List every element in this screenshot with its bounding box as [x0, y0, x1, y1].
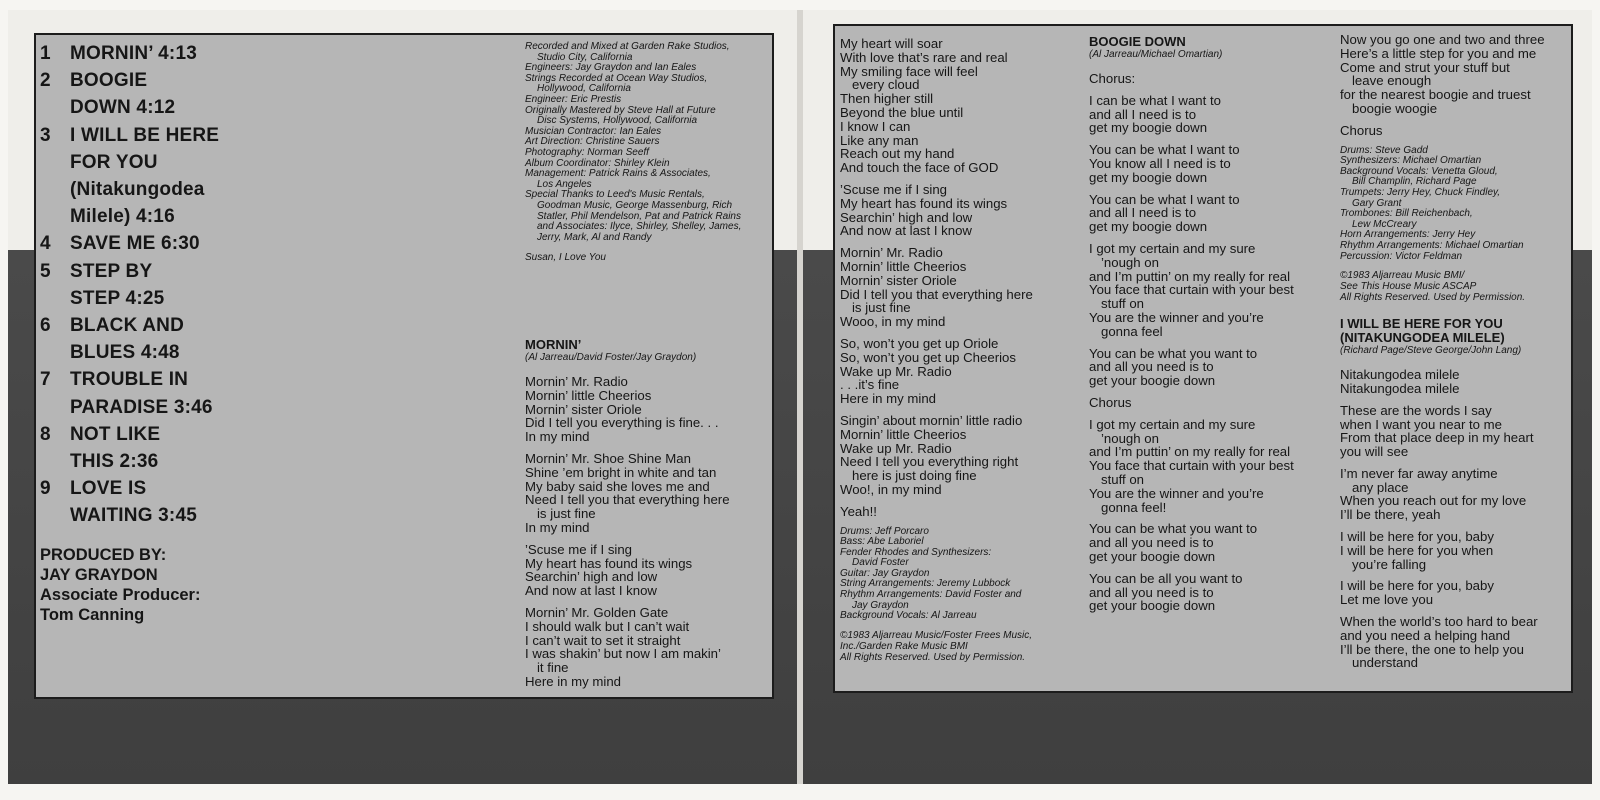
credit-line: Strings Recorded at Ocean Way Studios, — [525, 72, 708, 84]
lyric-line: and I’m puttin’ on my really for real — [1089, 444, 1291, 460]
lyric-line: In my mind — [525, 519, 590, 535]
lyric-line: Shine ’em bright in white and tan — [525, 464, 717, 480]
lyric-line: And touch the face of GOD — [840, 160, 999, 176]
track-row — [40, 475, 320, 502]
lyric-stanza — [1340, 124, 1570, 138]
lyric-line: get your boogie down — [1089, 598, 1216, 614]
lyric-line: I’m never far away anytime — [1340, 465, 1498, 481]
lyric-line: get my boogie down — [1089, 120, 1208, 136]
copyright-line: ©1983 Aljarreau Music BMI/ — [1340, 270, 1465, 282]
track-title: MORNIN’ 4:13 — [70, 43, 197, 64]
copyright-boogie-down — [1340, 270, 1570, 303]
track-title: STEP BY — [70, 260, 153, 282]
lyric-stanza — [1089, 242, 1319, 339]
lyric-line: Wake up Mr. Radio — [840, 440, 952, 456]
lyric-line: So, won’t you get up Cheerios — [840, 349, 1016, 365]
musician-line: Drums: Jeff Porcaro — [840, 525, 929, 537]
musician-line: Guitar: Jay Graydon — [840, 567, 930, 579]
song-title-i-will-be-here — [1340, 317, 1570, 345]
lyric-line: You can be all you want to — [1089, 570, 1243, 586]
musician-line: Drums: Steve Gadd — [1340, 144, 1428, 156]
lyric-line: You face that curtain with your best — [1089, 282, 1294, 298]
track-title: WAITING 3:45 — [70, 505, 197, 527]
lyric-line: I’ll be there, yeah — [1340, 507, 1441, 523]
lyric-stanza — [1340, 530, 1570, 571]
track-row — [40, 312, 320, 339]
track-row — [40, 285, 320, 312]
lyric-line: it fine — [537, 660, 569, 676]
lyric-line: And now at last I know — [525, 583, 657, 599]
lyric-line: Beyond the blue until — [840, 104, 964, 120]
lyric-line: Mornin’ Mr. Golden Gate — [525, 604, 669, 620]
lyric-line: Need I tell you that everything here — [525, 492, 730, 508]
credit-line: Goodman Music, George Massenburg, Rich — [537, 199, 733, 211]
musician-line: Trombones: Bill Reichenbach, — [1340, 208, 1473, 220]
musician-line: Fender Rhodes and Synthesizers: — [840, 546, 992, 558]
lyric-stanza — [1089, 347, 1319, 388]
lyric-line: you’re falling — [1352, 556, 1427, 572]
copyright-line: See This House Music ASCAP — [1340, 281, 1477, 293]
track-row — [40, 67, 320, 94]
lyric-line: I got my certain and my sure — [1089, 240, 1256, 256]
lyric-line: Come and strut your stuff but — [1340, 59, 1510, 75]
lyric-line: Mornin’ Mr. Shoe Shine Man — [525, 450, 691, 466]
lyric-line: and all you need is to — [1089, 535, 1214, 551]
lyrics-boogie-down-cont — [1340, 33, 1570, 138]
musician-line: Rhythm Arrangements: Michael Omartian — [1340, 239, 1524, 251]
copyright-mornin — [840, 630, 1070, 663]
lyric-line: Searchin’ high and low — [525, 569, 658, 585]
lyric-stanza — [840, 183, 1070, 238]
lyric-line: gonna feel! — [1101, 499, 1167, 515]
track-row — [40, 258, 320, 285]
credit-line: Originally Mastered by Steve Hall at Future — [525, 104, 716, 116]
track-title: SAVE ME 6:30 — [70, 233, 200, 255]
musician-line: Gary Grant — [1352, 197, 1402, 209]
lyric-line: Wake up Mr. Radio — [840, 363, 952, 379]
lyric-line: You are the winner and you’re — [1089, 485, 1264, 501]
lyric-line: You can be what I want to — [1089, 142, 1240, 158]
credit-line: Statler, Phil Mendelson, Pat and Patrick Rains — [537, 210, 741, 222]
lyric-line: Woo!, in my mind — [840, 481, 942, 497]
lyric-line: when I want you near to me — [1340, 416, 1503, 432]
track-row — [40, 122, 320, 149]
lyric-line: get my boogie down — [1089, 219, 1208, 235]
credit-line: Management: Patrick Rains & Associates, — [525, 168, 711, 180]
copyright-line: Inc./Garden Rake Music BMI — [840, 640, 968, 652]
lyric-line: get your boogie down — [1089, 548, 1216, 564]
lyric-line: . . .it’s fine — [840, 377, 900, 393]
track-row — [40, 149, 320, 176]
lyric-stanza — [1089, 143, 1319, 184]
lyric-stanza — [1089, 418, 1319, 515]
musician-line: Lew McCreary — [1352, 218, 1417, 230]
copyright-line: ©1983 Aljarreau Music/Foster Frees Music, — [840, 629, 1033, 641]
lyric-line: Mornin’ little Cheerios — [840, 258, 967, 274]
mornin-lyrics-part1 — [525, 338, 775, 697]
producer-line: JAY GRAYDON — [40, 566, 158, 584]
lyric-line: you will see — [1340, 444, 1409, 460]
track-title: LOVE IS — [70, 478, 147, 500]
lyric-stanza — [1340, 404, 1570, 459]
track-number: 7 — [40, 369, 51, 391]
lyric-line: every cloud — [852, 77, 920, 93]
credit-line: Studio City, California — [537, 51, 633, 63]
lyric-line: understand — [1352, 655, 1418, 671]
credit-line: Recorded and Mixed at Garden Rake Studios, — [525, 41, 730, 52]
lyric-stanza — [840, 505, 1070, 519]
lyric-line: Reach out my hand — [840, 146, 955, 162]
lyric-line: You can be what I want to — [1089, 191, 1240, 207]
track-row — [40, 448, 320, 475]
lyric-line: My heart has found its wings — [840, 195, 1008, 211]
lyric-line: and all you need is to — [1089, 359, 1214, 375]
lyric-line: Mornin’ little Cheerios — [840, 426, 967, 442]
lyric-line: I will be here for you, baby — [1340, 529, 1494, 545]
lyric-line: Let me love you — [1340, 592, 1434, 608]
lyrics-mornin-left — [525, 375, 775, 689]
lyric-line: In my mind — [525, 429, 590, 445]
lyric-stanza — [1089, 396, 1319, 410]
lyric-stanza — [840, 337, 1070, 406]
track-title: Milele) 4:16 — [70, 206, 175, 228]
lyric-line: Then higher still — [840, 91, 934, 107]
credit-line: Album Coordinator: Shirley Klein — [525, 157, 670, 169]
lyric-line: for the nearest boogie and truest — [1340, 87, 1531, 103]
booklet-fold — [797, 10, 803, 784]
lyric-line: Chorus — [1340, 122, 1383, 138]
lyric-line: leave enough — [1352, 73, 1432, 89]
lyric-line: Did I tell you that everything here — [840, 286, 1033, 302]
track-title: THIS 2:36 — [70, 451, 159, 473]
track-title: NOT LIKE — [70, 423, 161, 445]
credit-line: Hollywood, California — [537, 83, 631, 95]
track-title: FOR YOU — [70, 151, 158, 173]
lyric-line: I can be what I want to — [1089, 92, 1221, 108]
track-title: DOWN 4:12 — [70, 97, 176, 119]
lyric-line: You know all I need is to — [1089, 155, 1231, 171]
lyrics-i-will-be-here — [1340, 368, 1570, 670]
lyric-line: You face that curtain with your best — [1089, 458, 1294, 474]
lyric-stanza — [840, 37, 1070, 175]
track-number: 2 — [40, 70, 51, 92]
lyric-line: Here in my mind — [840, 391, 937, 407]
lyric-stanza — [525, 543, 775, 598]
musician-line: Rhythm Arrangements: David Foster and — [840, 589, 1022, 601]
lyric-line: Mornin’ Mr. Radio — [840, 245, 943, 261]
lyric-line: Mornin’ sister Oriole — [525, 401, 642, 417]
track-row — [40, 339, 320, 366]
track-title: TROUBLE IN — [70, 369, 189, 391]
track-row — [40, 394, 320, 421]
lyric-stanza — [525, 375, 775, 444]
track-title: BLUES 4:48 — [70, 342, 180, 364]
musician-line: Background Vocals: Venetta Gloud, — [1340, 165, 1498, 177]
musician-line: David Foster — [852, 557, 909, 569]
lyric-line: Yeah!! — [840, 503, 877, 519]
track-row — [40, 176, 320, 203]
lyric-line: When you reach out for my love — [1340, 493, 1527, 509]
lyric-stanza — [840, 246, 1070, 329]
title-line: (NITAKUNGODEA MILELE) — [1340, 330, 1505, 346]
lyric-line: I will be here for you, baby — [1340, 578, 1494, 594]
lyric-stanza — [1340, 615, 1570, 670]
track-title: (Nitakungodea — [70, 179, 205, 201]
track-number: 4 — [40, 233, 51, 255]
lyric-line: I will be here for you when — [1340, 542, 1494, 558]
track-number: 1 — [40, 43, 51, 64]
credit-line: Engineers: Jay Graydon and Ian Eales — [525, 62, 697, 74]
musicians-boogie-down — [1340, 146, 1570, 263]
track-number: 9 — [40, 478, 51, 500]
track-number: 6 — [40, 315, 51, 337]
lyric-stanza — [1340, 467, 1570, 522]
musicians-mornin — [840, 527, 1070, 622]
lyric-line: ’Scuse me if I sing — [525, 541, 633, 557]
lyric-line: here is just doing fine — [852, 468, 977, 484]
lyric-line: My heart has found its wings — [525, 555, 693, 571]
lyrics-mornin-right — [840, 37, 1070, 519]
lyric-line: I should walk but I can’t wait — [525, 618, 690, 634]
lyric-line: You are the winner and you’re — [1089, 309, 1264, 325]
mornin-lyrics-part2 — [840, 37, 1070, 663]
lyric-line: is just fine — [537, 506, 596, 522]
lyric-line: So, won’t you get up Oriole — [840, 335, 999, 351]
producer-line: PRODUCED BY: — [40, 546, 167, 564]
musician-line: Bass: Abe Laboriel — [840, 536, 924, 548]
track-number: 5 — [40, 260, 51, 282]
credit-line: and Associates: Ilyce, Shirley, Shelley, James, — [537, 221, 742, 233]
lyric-line: stuff on — [1101, 296, 1145, 312]
lyric-line: and all I need is to — [1089, 205, 1197, 221]
lyric-line: and all you need is to — [1089, 584, 1214, 600]
lyric-line: Chorus: — [1089, 71, 1136, 86]
lyric-line: and I’m puttin’ on my really for real — [1089, 268, 1291, 284]
lyric-line: stuff on — [1101, 471, 1145, 487]
track-title: BOOGIE — [70, 70, 148, 92]
track-row — [40, 40, 320, 67]
track-row — [40, 94, 320, 121]
lyric-line: I know I can — [840, 118, 911, 134]
lyric-line: and all I need is to — [1089, 106, 1197, 122]
lyric-line: Mornin’ Mr. Radio — [525, 374, 628, 389]
credit-line: Photography: Norman Seeff — [525, 146, 649, 158]
lyric-line: These are the words I say — [1340, 402, 1492, 418]
lyric-line: Here’s a little step for you and me — [1340, 45, 1537, 61]
credit-line: Susan, I Love You — [525, 252, 606, 264]
lyric-line: Chorus — [1089, 394, 1132, 410]
lyric-line: and you need a helping hand — [1340, 627, 1511, 643]
track-title: PARADISE 3:46 — [70, 396, 213, 418]
track-row — [40, 203, 320, 230]
lyric-stanza — [1340, 368, 1570, 396]
track-row — [40, 366, 320, 393]
credit-line: Special Thanks to Leed's Music Rentals, — [525, 189, 705, 201]
credit-line: Engineer: Eric Prestis — [525, 93, 622, 105]
track-title: I WILL BE HERE — [70, 124, 220, 146]
track-number: 8 — [40, 423, 51, 445]
song-writers-i-will-be-here: (Richard Page/Steve George/John Lang) — [1340, 345, 1522, 357]
track-row — [40, 502, 320, 529]
producer-line: Associate Producer: — [40, 586, 201, 604]
lyric-line: Singin’ about mornin’ little radio — [840, 412, 1023, 428]
credit-line: Art Direction: Christine Sauers — [525, 136, 660, 148]
track-row — [40, 421, 320, 448]
lyric-line: ’nough on — [1101, 254, 1159, 270]
lyric-stanza — [525, 452, 775, 535]
lyric-line: From that place deep in my heart — [1340, 430, 1534, 446]
lyric-line: Mornin’ little Cheerios — [525, 387, 652, 403]
lyric-line: I can’t wait to set it straight — [525, 632, 681, 648]
track-number: 3 — [40, 124, 51, 146]
lyric-line: gonna feel — [1101, 323, 1163, 339]
lyric-line: Like any man — [840, 132, 919, 148]
musician-line: Horn Arrangements: Jerry Hey — [1340, 229, 1476, 241]
lyric-line: Need I tell you everything right — [840, 454, 1019, 470]
lyric-line: I was shakin’ but now I am makin’ — [525, 646, 721, 662]
lyric-stanza — [840, 414, 1070, 497]
lyric-line: Searchin’ high and low — [840, 209, 973, 225]
lyric-line: boogie woogie — [1352, 100, 1438, 116]
lyric-stanza — [1089, 572, 1319, 613]
album-credits — [525, 42, 775, 264]
song-title-boogie-down: BOOGIE DOWN — [1089, 34, 1186, 49]
lyric-line: You can be what you want to — [1089, 521, 1258, 537]
tracklist — [40, 40, 320, 530]
lyric-line: get my boogie down — [1089, 169, 1208, 185]
right-column — [1340, 33, 1570, 678]
lyric-stanza — [1089, 72, 1319, 86]
lyric-line: ’nough on — [1101, 430, 1159, 446]
track-title: BLACK AND — [70, 315, 185, 337]
lyric-stanza — [1089, 193, 1319, 234]
lyric-line: I’ll be there, the one to help you — [1340, 641, 1525, 657]
song-writers-boogie-down: (Al Jarreau/Michael Omartian) — [1089, 49, 1223, 60]
track-row — [40, 230, 320, 257]
lyric-stanza — [1340, 33, 1570, 116]
lyric-stanza — [1089, 94, 1319, 135]
lyrics-boogie-down — [1089, 72, 1319, 613]
musician-line: String Arrangements: Jeremy Lubbock — [840, 578, 1011, 590]
musician-line: Synthesizers: Michael Omartian — [1340, 155, 1482, 167]
lyric-line: Now you go one and two and three — [1340, 32, 1545, 47]
boogie-down-lyrics — [1089, 35, 1319, 621]
credit-line: Musician Contractor: Ian Eales — [525, 125, 662, 137]
musician-line: Background Vocals: Al Jarreau — [840, 610, 977, 622]
lyric-line: Did I tell you everything is fine. . . — [525, 415, 719, 431]
lyric-line: And now at last I know — [840, 223, 972, 239]
lyric-stanza — [525, 606, 775, 689]
lyric-line: Wooo, in my mind — [840, 314, 946, 330]
track-title: STEP 4:25 — [70, 287, 165, 309]
producer-credits — [40, 545, 200, 625]
lyric-line: My heart will soar — [840, 36, 943, 51]
lyric-line: With love that’s rare and real — [840, 49, 1008, 65]
musician-line: Jay Graydon — [852, 599, 909, 611]
credit-line: Jerry, Mark, Al and Randy — [537, 231, 652, 243]
lyric-line: My smiling face will feel — [840, 63, 978, 79]
lyric-line: Nitakungodea milele — [1340, 380, 1460, 396]
lyric-line: You can be what you want to — [1089, 345, 1258, 361]
song-writers-mornin: (Al Jarreau/David Foster/Jay Graydon) — [525, 352, 697, 363]
lyric-line: any place — [1352, 479, 1409, 495]
lyric-line: Mornin’ sister Oriole — [840, 272, 957, 288]
lyric-line: is just fine — [852, 300, 911, 316]
song-title-mornin: MORNIN’ — [525, 337, 582, 352]
lyric-line: My baby said she loves me and — [525, 478, 710, 494]
lyric-stanza — [1089, 522, 1319, 563]
musician-line: Bill Champlin, Richard Page — [1352, 176, 1477, 188]
title-line: I WILL BE HERE FOR YOU — [1340, 316, 1503, 332]
lyric-line: When the world’s too hard to bear — [1340, 614, 1538, 630]
musician-line: Percussion: Victor Feldman — [1340, 250, 1463, 262]
lyric-line: ’Scuse me if I sing — [840, 181, 948, 197]
credit-line: Los Angeles — [537, 178, 592, 190]
lyric-line: I got my certain and my sure — [1089, 416, 1256, 432]
copyright-line: All Rights Reserved. Used by Permission. — [1340, 292, 1526, 304]
lyric-line: Nitakungodea milele — [1340, 367, 1460, 383]
lyric-line: get your boogie down — [1089, 373, 1216, 389]
lyric-line: Here in my mind — [525, 673, 622, 689]
musician-line: Trumpets: Jerry Hey, Chuck Findley, — [1340, 186, 1501, 198]
producer-line: Tom Canning — [40, 606, 145, 624]
lyric-stanza — [1340, 579, 1570, 607]
credit-line: Disc Systems, Hollywood, California — [537, 115, 698, 127]
copyright-line: All Rights Reserved. Used by Permission. — [840, 651, 1026, 663]
